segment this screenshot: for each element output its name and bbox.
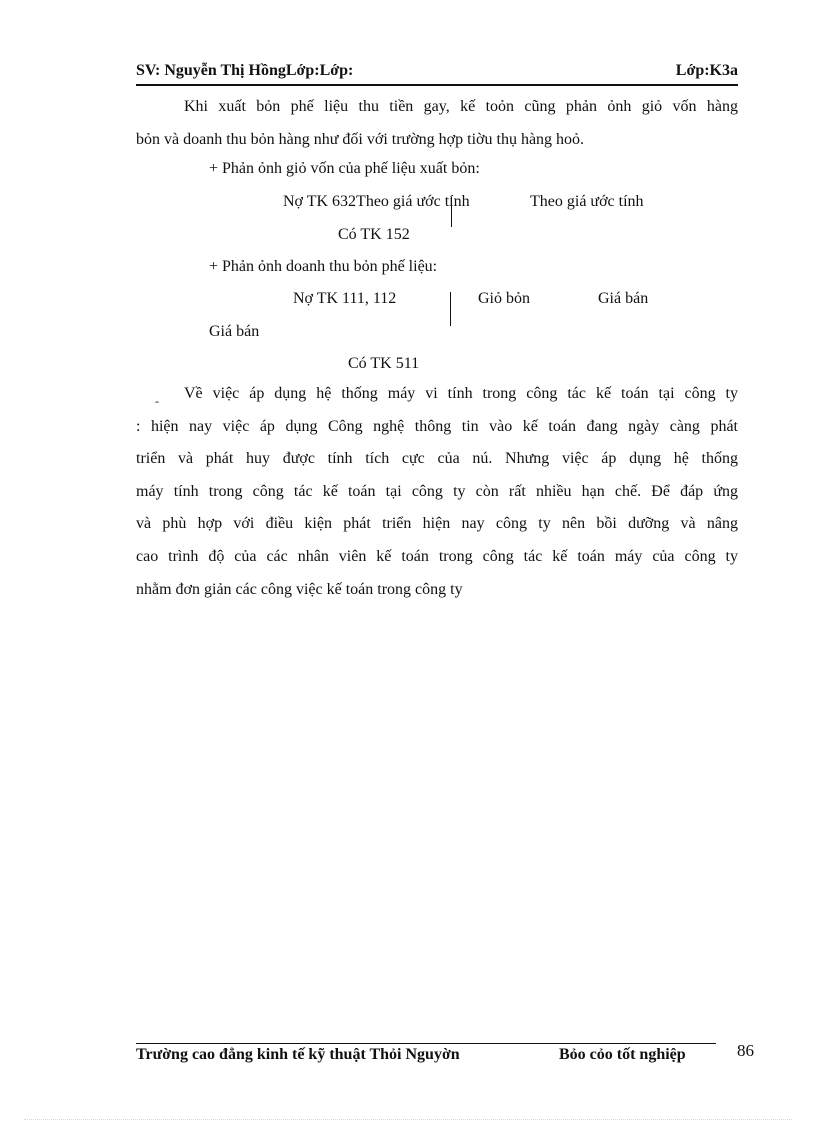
header-student: SV: Nguyễn Thị HồngLớp:Lớp: xyxy=(136,62,354,79)
paragraph-line: bỏn và doanh thu bỏn hàng như đối với trường hợp tiờu thụ hàng hoỏ. xyxy=(136,130,585,148)
entry1-title: + Phản ỏnh giỏ vốn của phế liệu xuất bỏn: xyxy=(209,160,480,177)
entry1-debit: Nợ TK 632Theo giá ước tính xyxy=(283,193,470,210)
header-divider xyxy=(136,84,738,86)
paragraph-line: Khi xuất bỏn phế liệu thu tiền gay, kế toỏn cũng phản ỏnh giỏ vốn hàng xyxy=(184,98,738,115)
entry2-amount: Giá bán xyxy=(598,290,649,307)
paragraph-line: Về việc áp dụng hệ thống máy vi tính trong công tác kế toán tại công ty xyxy=(184,385,738,402)
entry1-debit-note: Theo giá ước tính xyxy=(530,193,644,210)
paragraph-intro xyxy=(136,91,738,156)
entry2-credit: Có TK 511 xyxy=(348,355,420,372)
entry2-amount: Giỏ bỏn xyxy=(478,290,530,307)
page-bottom-edge xyxy=(24,1119,792,1120)
footer-report: Bỏo cỏo tốt nghiệp xyxy=(559,1046,686,1063)
page-number: 86 xyxy=(737,1041,754,1060)
entry2-amount: Giá bán xyxy=(209,323,260,340)
paragraph-line: và phù hợp với điều kiện phát triển hiện nay công ty nên bồi dưỡng và nâng xyxy=(136,515,738,533)
entry2-t-account-bar xyxy=(450,292,451,326)
entry1-t-account-bar xyxy=(451,197,452,227)
footer-school: Trường cao đẳng kinh tế kỹ thuật Thỏi Nguyờn xyxy=(136,1046,460,1063)
entry1-credit: Có TK 152 xyxy=(338,226,410,243)
paragraph-line: máy tính trong công tác kế toán tại công ty còn rất nhiều hạn chế. Để đáp ứng xyxy=(136,482,738,500)
bullet-mark: - xyxy=(155,394,159,408)
footer-divider xyxy=(136,1043,716,1044)
paragraph-computerization xyxy=(136,378,738,606)
entry2-debit: Nợ TK 111, 112 xyxy=(293,290,397,307)
paragraph-line: : hiện nay việc áp dụng Công nghệ thông tin vào kế toán đang ngày càng phát xyxy=(136,417,738,435)
header-class: Lớp:K3a xyxy=(675,62,738,79)
paragraph-line: triển và phát huy được tính tích cực của nú. Nhưng việc áp dụng hệ thống xyxy=(136,450,738,468)
paragraph-line: cao trình độ của các nhân viên kế toán trong công tác kế toán máy của công ty xyxy=(136,547,738,565)
paragraph-line: nhằm đơn giản các công việc kế toán trong công ty xyxy=(136,580,463,598)
entry2-title: + Phản ỏnh doanh thu bỏn phế liệu: xyxy=(209,258,438,275)
